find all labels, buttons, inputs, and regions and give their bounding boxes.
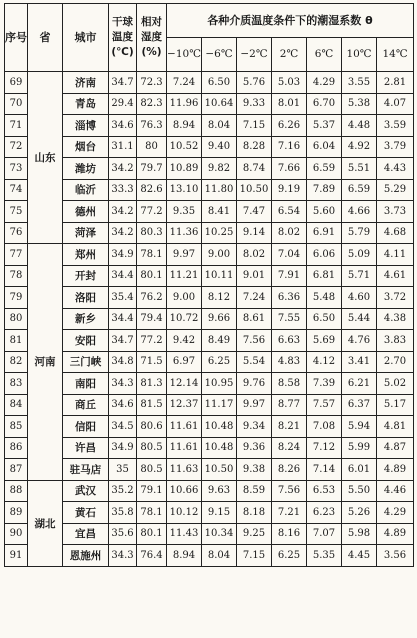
coefficient-value: 10.11 — [202, 265, 237, 287]
rel-humidity-value: 81.5 — [137, 394, 167, 416]
coefficient-value: 5.26 — [342, 502, 377, 524]
coefficient-value: 10.50 — [237, 179, 272, 201]
coefficient-value: 7.56 — [237, 330, 272, 352]
coefficient-value: 12.14 — [167, 373, 202, 395]
dry-temp-value: 34.3 — [109, 373, 137, 395]
table-row — [5, 93, 414, 115]
coefficient-value: 6.91 — [307, 222, 342, 244]
header-temp: 14℃ — [377, 38, 414, 72]
coefficient-value: 9.25 — [237, 523, 272, 545]
coefficient-value: 6.23 — [307, 502, 342, 524]
row-number: 88 — [5, 480, 28, 502]
coefficient-value: 9.66 — [202, 308, 237, 330]
coefficient-value: 13.10 — [167, 179, 202, 201]
coefficient-value: 10.50 — [202, 459, 237, 481]
coefficient-value: 8.77 — [272, 394, 307, 416]
coefficient-value: 10.72 — [167, 308, 202, 330]
header-no: 序号 — [5, 4, 28, 72]
coefficient-value: 6.50 — [307, 308, 342, 330]
coefficient-value: 10.64 — [202, 93, 237, 115]
city-name: 南阳 — [63, 373, 109, 395]
coefficient-value: 9.97 — [167, 244, 202, 266]
row-number: 83 — [5, 373, 28, 395]
row-number: 89 — [5, 502, 28, 524]
city-name: 郑州 — [63, 244, 109, 266]
header-temp: −2℃ — [237, 38, 272, 72]
table-row — [5, 287, 414, 309]
coefficient-value: 9.19 — [272, 179, 307, 201]
coefficient-value: 4.60 — [342, 287, 377, 309]
coefficient-value: 5.71 — [342, 265, 377, 287]
city-name: 新乡 — [63, 308, 109, 330]
coefficient-value: 7.57 — [307, 394, 342, 416]
coefficient-value: 6.06 — [307, 244, 342, 266]
dry-temp-value: 35.4 — [109, 287, 137, 309]
coefficient-value: 11.61 — [167, 416, 202, 438]
row-number: 91 — [5, 545, 28, 567]
dry-temp-value: 35.6 — [109, 523, 137, 545]
coefficient-value: 4.61 — [377, 265, 414, 287]
coefficient-value: 5.98 — [342, 523, 377, 545]
coefficient-value: 4.68 — [377, 222, 414, 244]
table-row — [5, 437, 414, 459]
coefficient-value: 9.00 — [202, 244, 237, 266]
coefficient-value: 10.34 — [202, 523, 237, 545]
coefficient-value: 6.25 — [202, 351, 237, 373]
coefficient-value: 7.15 — [237, 115, 272, 137]
province-cell: 河南 — [28, 244, 63, 481]
coefficient-value: 10.12 — [167, 502, 202, 524]
rel-humidity-value: 76.3 — [137, 115, 167, 137]
row-number: 84 — [5, 394, 28, 416]
rel-humidity-value: 78.1 — [137, 244, 167, 266]
coefficient-value: 9.34 — [237, 416, 272, 438]
city-name: 三门峡 — [63, 351, 109, 373]
row-number: 78 — [5, 265, 28, 287]
coefficient-value: 4.38 — [377, 308, 414, 330]
rel-humidity-value: 78.1 — [137, 502, 167, 524]
city-name: 济南 — [63, 72, 109, 94]
coefficient-value: 5.09 — [342, 244, 377, 266]
coefficient-value: 12.37 — [167, 394, 202, 416]
coefficient-value: 5.94 — [342, 416, 377, 438]
table-row — [5, 480, 414, 502]
rel-humidity-value: 80.1 — [137, 265, 167, 287]
coefficient-value: 6.36 — [272, 287, 307, 309]
row-number: 71 — [5, 115, 28, 137]
coefficient-value: 11.43 — [167, 523, 202, 545]
coefficient-value: 9.63 — [202, 480, 237, 502]
table-row — [5, 330, 414, 352]
coefficient-value: 4.48 — [342, 115, 377, 137]
coefficient-value: 8.18 — [237, 502, 272, 524]
province-cell: 湖北 — [28, 480, 63, 566]
coefficient-value: 7.39 — [307, 373, 342, 395]
coefficient-value: 7.89 — [307, 179, 342, 201]
row-number: 72 — [5, 136, 28, 158]
city-name: 信阳 — [63, 416, 109, 438]
coefficient-value: 4.45 — [342, 545, 377, 567]
rel-humidity-value: 76.2 — [137, 287, 167, 309]
dry-temp-value: 35 — [109, 459, 137, 481]
row-number: 81 — [5, 330, 28, 352]
coefficient-value: 4.89 — [377, 523, 414, 545]
city-name: 商丘 — [63, 394, 109, 416]
coefficient-value: 10.66 — [167, 480, 202, 502]
coefficient-value: 9.42 — [167, 330, 202, 352]
rel-humidity-value: 72.3 — [137, 72, 167, 94]
coefficient-value: 9.01 — [237, 265, 272, 287]
coefficient-value: 8.41 — [202, 201, 237, 223]
coefficient-value: 7.24 — [237, 287, 272, 309]
table-row — [5, 351, 414, 373]
table-row — [5, 502, 414, 524]
row-number: 73 — [5, 158, 28, 180]
coefficient-value: 4.46 — [377, 480, 414, 502]
dry-temp-value: 33.3 — [109, 179, 137, 201]
dry-temp-value: 31.1 — [109, 136, 137, 158]
coefficient-value: 8.59 — [237, 480, 272, 502]
dry-temp-value: 34.4 — [109, 265, 137, 287]
humidity-coefficient-table — [4, 3, 414, 567]
row-number: 76 — [5, 222, 28, 244]
coefficient-value: 5.02 — [377, 373, 414, 395]
row-number: 85 — [5, 416, 28, 438]
table-body — [5, 72, 414, 567]
coefficient-value: 3.72 — [377, 287, 414, 309]
header-temp: 10℃ — [342, 38, 377, 72]
dry-temp-value: 35.8 — [109, 502, 137, 524]
dry-temp-value: 34.2 — [109, 201, 137, 223]
row-number: 80 — [5, 308, 28, 330]
coefficient-value: 5.50 — [342, 480, 377, 502]
coefficient-value: 9.15 — [202, 502, 237, 524]
table-row — [5, 416, 414, 438]
table-row — [5, 136, 414, 158]
city-name: 许昌 — [63, 437, 109, 459]
rel-humidity-value: 77.2 — [137, 330, 167, 352]
coefficient-value: 9.82 — [202, 158, 237, 180]
table-row — [5, 179, 414, 201]
coefficient-value: 10.48 — [202, 437, 237, 459]
coefficient-value: 6.81 — [307, 265, 342, 287]
coefficient-value: 3.73 — [377, 201, 414, 223]
coefficient-value: 7.12 — [307, 437, 342, 459]
coefficient-value: 6.59 — [342, 179, 377, 201]
coefficient-value: 8.49 — [202, 330, 237, 352]
coefficient-value: 3.59 — [377, 115, 414, 137]
city-name: 安阳 — [63, 330, 109, 352]
coefficient-value: 6.63 — [272, 330, 307, 352]
header-temp: 6℃ — [307, 38, 342, 72]
row-number: 70 — [5, 93, 28, 115]
coefficient-value: 5.76 — [237, 72, 272, 94]
dry-temp-value: 34.9 — [109, 244, 137, 266]
table-row — [5, 115, 414, 137]
rel-humidity-value: 80.3 — [137, 222, 167, 244]
coefficient-value: 5.79 — [342, 222, 377, 244]
header-temp: −10℃ — [167, 38, 202, 72]
dry-temp-value: 34.3 — [109, 545, 137, 567]
coefficient-value: 6.04 — [307, 136, 342, 158]
coefficient-value: 7.91 — [272, 265, 307, 287]
table-row — [5, 459, 414, 481]
coefficient-value: 8.02 — [272, 222, 307, 244]
city-name: 恩施州 — [63, 545, 109, 567]
coefficient-value: 7.14 — [307, 459, 342, 481]
table-row — [5, 265, 414, 287]
dry-temp-value: 34.6 — [109, 115, 137, 137]
dry-temp-value: 34.9 — [109, 437, 137, 459]
coefficient-value: 3.41 — [342, 351, 377, 373]
coefficient-value: 4.29 — [377, 502, 414, 524]
city-name: 黄石 — [63, 502, 109, 524]
coefficient-value: 4.66 — [342, 201, 377, 223]
header-rel-humidity: 相对湿度(%) — [137, 4, 167, 72]
coefficient-value: 6.54 — [272, 201, 307, 223]
coefficient-value: 9.38 — [237, 459, 272, 481]
rel-humidity-value: 81.3 — [137, 373, 167, 395]
row-number: 90 — [5, 523, 28, 545]
coefficient-value: 3.83 — [377, 330, 414, 352]
rel-humidity-value: 82.6 — [137, 179, 167, 201]
coefficient-value: 9.33 — [237, 93, 272, 115]
coefficient-value: 6.37 — [342, 394, 377, 416]
coefficient-value: 7.66 — [272, 158, 307, 180]
coefficient-value: 9.97 — [237, 394, 272, 416]
dry-temp-value: 34.5 — [109, 416, 137, 438]
dry-temp-value: 35.2 — [109, 480, 137, 502]
coefficient-value: 10.25 — [202, 222, 237, 244]
data-table-page — [4, 3, 413, 567]
coefficient-value: 3.56 — [377, 545, 414, 567]
dry-temp-value: 34.7 — [109, 72, 137, 94]
table-row — [5, 373, 414, 395]
table-row — [5, 394, 414, 416]
coefficient-value: 10.95 — [202, 373, 237, 395]
rel-humidity-value: 82.3 — [137, 93, 167, 115]
coefficient-value: 3.55 — [342, 72, 377, 94]
coefficient-value: 11.80 — [202, 179, 237, 201]
coefficient-value: 5.35 — [307, 545, 342, 567]
coefficient-value: 6.50 — [202, 72, 237, 94]
coefficient-value: 7.15 — [237, 545, 272, 567]
coefficient-value: 5.17 — [377, 394, 414, 416]
rel-humidity-value: 77.2 — [137, 201, 167, 223]
table-row — [5, 158, 414, 180]
coefficient-value: 10.52 — [167, 136, 202, 158]
coefficient-value: 7.55 — [272, 308, 307, 330]
row-number: 69 — [5, 72, 28, 94]
coefficient-value: 10.48 — [202, 416, 237, 438]
coefficient-value: 6.26 — [272, 115, 307, 137]
coefficient-value: 11.17 — [202, 394, 237, 416]
city-name: 淄博 — [63, 115, 109, 137]
coefficient-value: 4.83 — [272, 351, 307, 373]
coefficient-value: 4.29 — [307, 72, 342, 94]
table-row — [5, 308, 414, 330]
city-name: 驻马店 — [63, 459, 109, 481]
coefficient-value: 8.28 — [237, 136, 272, 158]
coefficient-value: 9.36 — [237, 437, 272, 459]
coefficient-value: 5.51 — [342, 158, 377, 180]
header-coefficient-group: 各种介质温度条件下的潮湿系数 θ — [167, 4, 414, 38]
coefficient-value: 5.48 — [307, 287, 342, 309]
rel-humidity-value: 80.5 — [137, 459, 167, 481]
coefficient-value: 8.04 — [202, 545, 237, 567]
coefficient-value: 11.36 — [167, 222, 202, 244]
coefficient-value: 8.21 — [272, 416, 307, 438]
coefficient-value: 6.21 — [342, 373, 377, 395]
coefficient-value: 2.70 — [377, 351, 414, 373]
coefficient-value: 4.92 — [342, 136, 377, 158]
rel-humidity-value: 71.5 — [137, 351, 167, 373]
coefficient-value: 10.89 — [167, 158, 202, 180]
coefficient-value: 4.89 — [377, 459, 414, 481]
coefficient-value: 9.14 — [237, 222, 272, 244]
row-number: 77 — [5, 244, 28, 266]
coefficient-value: 7.08 — [307, 416, 342, 438]
rel-humidity-value: 76.4 — [137, 545, 167, 567]
city-name: 烟台 — [63, 136, 109, 158]
dry-temp-value: 34.8 — [109, 351, 137, 373]
rel-humidity-value: 79.4 — [137, 308, 167, 330]
coefficient-value: 8.12 — [202, 287, 237, 309]
coefficient-value: 5.69 — [307, 330, 342, 352]
coefficient-value: 5.99 — [342, 437, 377, 459]
coefficient-value: 7.16 — [272, 136, 307, 158]
coefficient-value: 9.40 — [202, 136, 237, 158]
table-row — [5, 222, 414, 244]
coefficient-value: 7.21 — [272, 502, 307, 524]
coefficient-value: 11.61 — [167, 437, 202, 459]
province-cell: 山东 — [28, 72, 63, 244]
coefficient-value: 8.02 — [237, 244, 272, 266]
coefficient-value: 8.16 — [272, 523, 307, 545]
city-name: 洛阳 — [63, 287, 109, 309]
city-name: 武汉 — [63, 480, 109, 502]
coefficient-value: 6.59 — [307, 158, 342, 180]
coefficient-value: 8.61 — [237, 308, 272, 330]
coefficient-value: 5.03 — [272, 72, 307, 94]
coefficient-value: 7.04 — [272, 244, 307, 266]
rel-humidity-value: 79.7 — [137, 158, 167, 180]
coefficient-value: 7.24 — [167, 72, 202, 94]
coefficient-value: 8.94 — [167, 545, 202, 567]
rel-humidity-value: 80 — [137, 136, 167, 158]
row-number: 82 — [5, 351, 28, 373]
coefficient-value: 11.63 — [167, 459, 202, 481]
table-row — [5, 244, 414, 266]
coefficient-value: 6.25 — [272, 545, 307, 567]
coefficient-value: 4.87 — [377, 437, 414, 459]
coefficient-value: 8.26 — [272, 459, 307, 481]
coefficient-value: 8.01 — [272, 93, 307, 115]
row-number: 75 — [5, 201, 28, 223]
coefficient-value: 11.96 — [167, 93, 202, 115]
coefficient-value: 7.56 — [272, 480, 307, 502]
coefficient-value: 5.54 — [237, 351, 272, 373]
coefficient-value: 7.47 — [237, 201, 272, 223]
dry-temp-value: 34.2 — [109, 222, 137, 244]
table-row — [5, 201, 414, 223]
coefficient-value: 4.07 — [377, 93, 414, 115]
header-temp: −6℃ — [202, 38, 237, 72]
dry-temp-value: 34.4 — [109, 308, 137, 330]
city-name: 临沂 — [63, 179, 109, 201]
coefficient-value: 11.21 — [167, 265, 202, 287]
coefficient-value: 9.35 — [167, 201, 202, 223]
coefficient-value: 8.04 — [202, 115, 237, 137]
rel-humidity-value: 80.1 — [137, 523, 167, 545]
coefficient-value: 5.38 — [342, 93, 377, 115]
coefficient-value: 9.00 — [167, 287, 202, 309]
row-number: 74 — [5, 179, 28, 201]
coefficient-value: 4.11 — [377, 244, 414, 266]
coefficient-value: 2.81 — [377, 72, 414, 94]
coefficient-value: 8.94 — [167, 115, 202, 137]
coefficient-value: 4.76 — [342, 330, 377, 352]
coefficient-value: 3.79 — [377, 136, 414, 158]
row-number: 79 — [5, 287, 28, 309]
coefficient-value: 6.01 — [342, 459, 377, 481]
coefficient-value: 8.24 — [272, 437, 307, 459]
row-number: 87 — [5, 459, 28, 481]
coefficient-value: 5.60 — [307, 201, 342, 223]
dry-temp-value: 34.6 — [109, 394, 137, 416]
city-name: 菏泽 — [63, 222, 109, 244]
header-province: 省 — [28, 4, 63, 72]
coefficient-value: 5.29 — [377, 179, 414, 201]
coefficient-value: 6.70 — [307, 93, 342, 115]
city-name: 青岛 — [63, 93, 109, 115]
coefficient-value: 9.76 — [237, 373, 272, 395]
header-temp: 2℃ — [272, 38, 307, 72]
coefficient-value: 6.53 — [307, 480, 342, 502]
coefficient-value: 8.74 — [237, 158, 272, 180]
coefficient-value: 7.07 — [307, 523, 342, 545]
coefficient-value: 5.44 — [342, 308, 377, 330]
coefficient-value: 6.97 — [167, 351, 202, 373]
rel-humidity-value: 80.6 — [137, 416, 167, 438]
table-row — [5, 72, 414, 94]
rel-humidity-value: 80.5 — [137, 437, 167, 459]
city-name: 开封 — [63, 265, 109, 287]
city-name: 德州 — [63, 201, 109, 223]
header-dry-temp: 干球温度(℃) — [109, 4, 137, 72]
coefficient-value: 4.81 — [377, 416, 414, 438]
coefficient-value: 8.58 — [272, 373, 307, 395]
dry-temp-value: 34.2 — [109, 158, 137, 180]
coefficient-value: 4.12 — [307, 351, 342, 373]
rel-humidity-value: 79.1 — [137, 480, 167, 502]
dry-temp-value: 29.4 — [109, 93, 137, 115]
dry-temp-value: 34.7 — [109, 330, 137, 352]
city-name: 潍坊 — [63, 158, 109, 180]
header-city: 城市 — [63, 4, 109, 72]
coefficient-value: 5.37 — [307, 115, 342, 137]
row-number: 86 — [5, 437, 28, 459]
city-name: 宜昌 — [63, 523, 109, 545]
coefficient-value: 4.43 — [377, 158, 414, 180]
table-row — [5, 545, 414, 567]
table-row — [5, 523, 414, 545]
